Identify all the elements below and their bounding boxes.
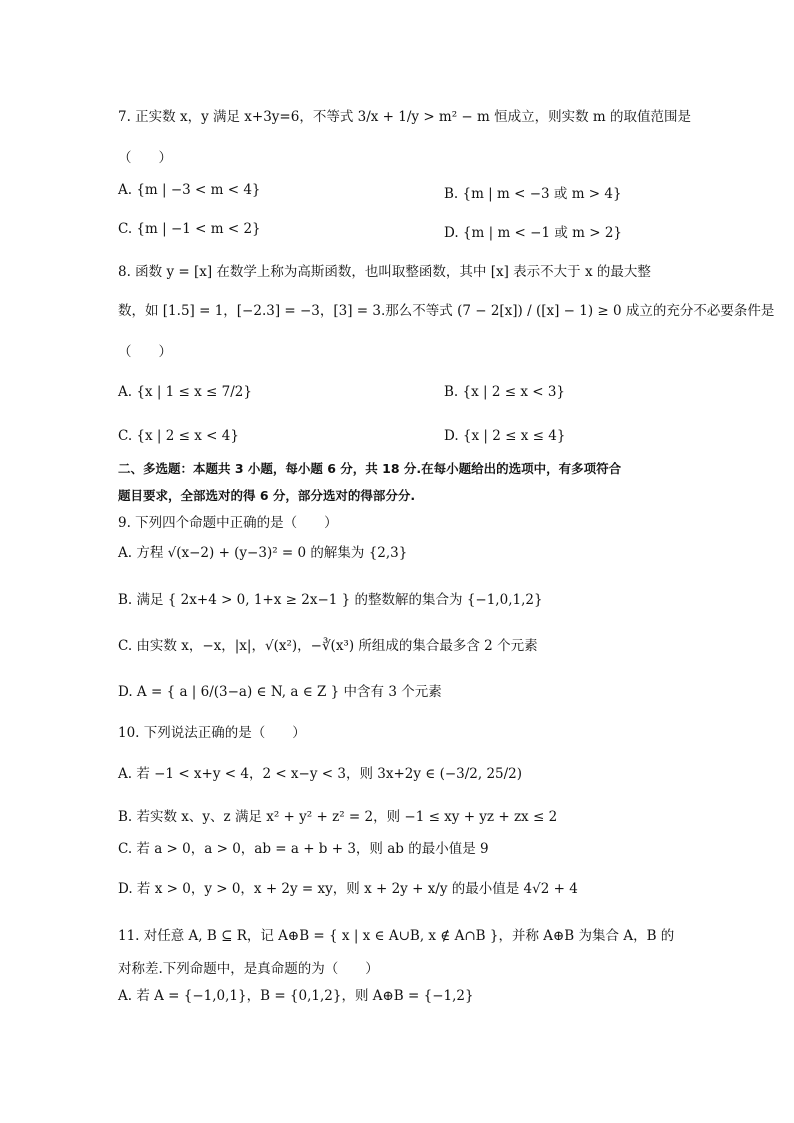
q9-option-d: D. A = { a | 6/(3−a) ∈ N, a ∈ Z } 中含有 3 个元素 (118, 684, 442, 700)
q10-option-c: C. 若 a > 0，a > 0，ab = a + b + 3，则 ab 的最小值是 9 (118, 841, 489, 857)
q10-stem: 10. 下列说法正确的是（ ） (118, 725, 306, 741)
q11-option-a: A. 若 A = {−1,0,1}，B = {0,1,2}，则 A⊕B = {−1,2} (118, 988, 474, 1004)
q11-stem-line2: 对称差.下列命题中，是真命题的为（ ） (118, 961, 379, 977)
section2-heading-line1: 二、多选题：本题共 3 小题，每小题 6 分，共 18 分.在每小题给出的选项中，有多项符合 (118, 461, 622, 476)
q9-option-b: B. 满足 { 2x+4 > 0, 1+x ≥ 2x−1 } 的整数解的集合为 {−1,0,1,2} (118, 592, 543, 608)
q7-option-c: C. {m | −1 < m < 2} (118, 221, 261, 237)
q7-option-d: D. {m | m < −1 或 m > 2} (444, 225, 622, 241)
q8-stem-line1: 8. 函数 y = [x] 在数学上称为高斯函数，也叫取整函数，其中 [x] 表示不大于 x 的最大整 (118, 264, 651, 280)
q8-option-c: C. {x | 2 ≤ x < 4} (118, 428, 239, 444)
q7-stem: 7. 正实数 x，y 满足 x+3y=6，不等式 3/x + 1/y > m² − m 恒成立，则实数 m 的取值范围是 (118, 109, 692, 125)
q10-option-a: A. 若 −1 < x+y < 4，2 < x−y < 3，则 3x+2y ∈ (−3/2, 25/2) (118, 766, 523, 782)
q9-stem: 9. 下列四个命题中正确的是（ ） (118, 515, 338, 531)
q8-option-a: A. {x | 1 ≤ x ≤ 7/2} (118, 384, 252, 400)
q11-stem-line1: 11. 对任意 A, B ⊆ R，记 A⊕B = { x | x ∈ A∪B, x ∉ A∩B }，并称 A⊕B 为集合 A，B 的 (118, 928, 675, 944)
q10-option-b: B. 若实数 x、y、z 满足 x² + y² + z² = 2，则 −1 ≤ xy + yz + zx ≤ 2 (118, 809, 558, 825)
q8-option-b: B. {x | 2 ≤ x < 3} (444, 384, 566, 400)
q8-option-d: D. {x | 2 ≤ x ≤ 4} (444, 428, 566, 444)
q8-stem-line2: 数，如 [1.5] = 1，[−2.3] = −3，[3] = 3.那么不等式 (7 − 2[x]) / ([x] − 1) ≥ 0 成立的充分不必要条件是 (118, 303, 775, 319)
q7-option-b: B. {m | m < −3 或 m > 4} (444, 186, 622, 202)
q9-option-c: C. 由实数 x，−x，|x|，√(x²)，−∛(x³) 所组成的集合最多含 2 个元素 (118, 638, 538, 654)
q7-option-a: A. {m | −3 < m < 4} (118, 182, 261, 198)
q7-paren: （ ） (118, 150, 172, 166)
q8-paren: （ ） (118, 344, 172, 360)
q9-option-a: A. 方程 √(x−2) + (y−3)² = 0 的解集为 {2,3} (118, 545, 408, 561)
section2-heading-line2: 题目要求，全部选对的得 6 分，部分选对的得部分分. (118, 488, 416, 503)
q10-option-d: D. 若 x > 0，y > 0，x + 2y = xy，则 x + 2y + x/y 的最小值是 4√2 + 4 (118, 881, 578, 897)
